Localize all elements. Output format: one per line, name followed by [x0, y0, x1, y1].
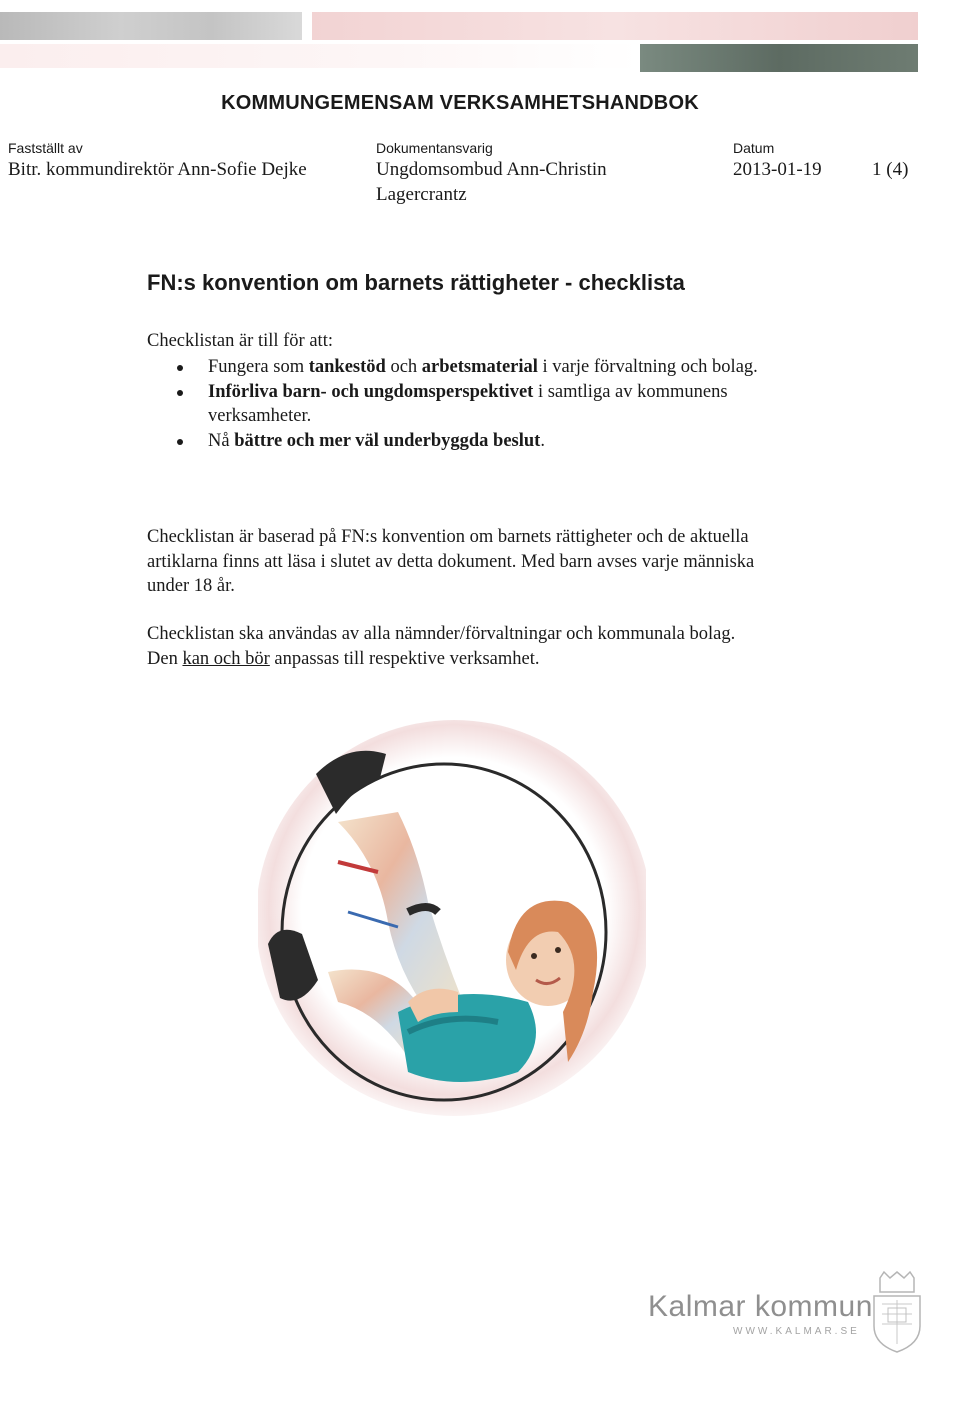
responsible-value [376, 157, 607, 207]
date-value: 2013-01-19 [733, 159, 822, 180]
responsible-value-line1: Ungdomsombud Ann-Christin [376, 159, 607, 180]
scan-header-bar-dark [640, 44, 918, 72]
page-heading: FN:s konvention om barnets rättigheter - checklista [147, 270, 685, 295]
established-label: Fastställt av [8, 140, 83, 156]
responsible-label: Dokumentansvarig [376, 140, 493, 156]
paragraph-text: Den [147, 648, 183, 669]
paragraph-text: anpassas till respektive verksamhet. [269, 648, 540, 669]
list-item [147, 380, 787, 429]
page-indicator: 1 (4) [872, 159, 909, 180]
municipality-url: WWW.KALMAR.SE [733, 1326, 860, 1337]
bullet-icon [177, 365, 183, 371]
paragraph-basis: Checklistan är baserad på FN:s konvention om barnets rättigheter och de aktuella artiklarna finns att läsa i slutet av detta dokument. Med barn avses varje människa under 18 år. [147, 527, 755, 596]
list-item-bold: tankestöd [308, 357, 386, 377]
paragraph-usage [147, 622, 807, 671]
list-item [147, 355, 787, 380]
paragraph-usage-line1: Checklistan ska användas av alla nämnder/förvaltningar och kommunala bolag. [147, 624, 736, 644]
scan-header-bar-faint [0, 44, 640, 68]
scan-header-bar-pink [312, 12, 918, 40]
list-item-text: i varje förvaltning och bolag. [537, 357, 758, 377]
list-item [147, 429, 787, 454]
paragraph-usage-line2 [147, 647, 807, 672]
list-item-bold: Införliva barn- och ungdomsperspektivet [208, 381, 534, 402]
list-item-text: i samtliga av kommunens verksamheter. [208, 381, 728, 426]
bullet-icon [177, 390, 183, 396]
handbook-title: KOMMUNGEMENSAM VERKSAMHETSHANDBOK [221, 92, 699, 114]
underlined-text: kan och bör [182, 648, 270, 669]
list-item-bold: arbetsmaterial [421, 357, 538, 377]
list-item-text: Fungera som [208, 357, 309, 377]
bullet-icon [177, 439, 183, 445]
date-label: Datum [733, 140, 775, 156]
list-item-text: och [385, 357, 422, 377]
municipality-logo-text: Kalmar kommun [648, 1290, 873, 1323]
coat-of-arms-icon [870, 1270, 924, 1354]
purpose-list [147, 355, 787, 453]
list-item-bold: bättre och mer väl underbyggda beslut [234, 430, 541, 451]
intro-text: Checklistan är till för att: [147, 331, 333, 351]
list-item-text: . [540, 430, 545, 451]
child-in-ring-illustration [258, 712, 646, 1130]
established-value: Bitr. kommundirektör Ann-Sofie Dejke [8, 159, 307, 180]
responsible-value-line2: Lagercrantz [376, 184, 467, 205]
scan-header-bar [0, 12, 302, 40]
list-item-text: Nå [208, 430, 235, 451]
